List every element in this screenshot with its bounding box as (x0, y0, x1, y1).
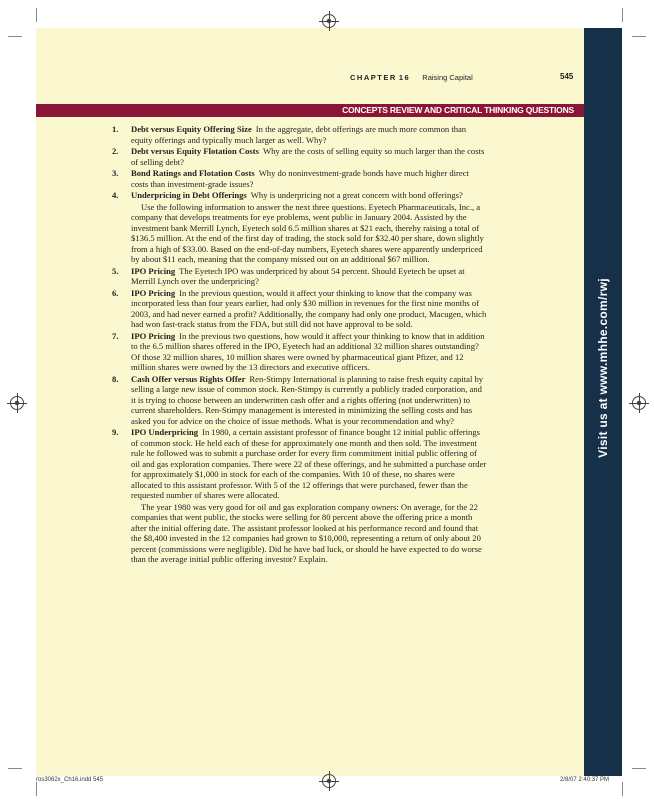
question-title: IPO Pricing (131, 330, 176, 341)
question-item (112, 168, 487, 189)
question-title: IPO Pricing (131, 287, 176, 298)
crop-mark (36, 8, 37, 22)
page-number: 545 (560, 72, 574, 81)
question-number: 2. (112, 146, 119, 156)
chapter-number: 16 (398, 73, 411, 82)
registration-mark-icon (632, 396, 646, 410)
question-text: In the previous question, would it affect your thinking to know that the company was incorporated less than four years earlier, had only $30 million in revenues for the first nine months of 2003, and had never earned a profit? Additionally, the company had only one product, Macugen, which had won fast-track status from the FDA, but still did not have approval to be sold. (131, 287, 487, 329)
question-title: Cash Offer versus Rights Offer (131, 373, 246, 384)
question-text: The Eyetech IPO was underpriced by about 54 percent. Should Eyetech be upset at Merrill Lynch over the underpricing? (131, 265, 465, 286)
question-item (112, 427, 487, 501)
questions-content (112, 124, 487, 566)
question-9-continued-paragraph: The year 1980 was very good for oil and gas exploration company owners: On average, for the 22 companies that went public, the stocks were selling for 80 percent above the offering price a month after the initial offering date. The assistant professor looked at his performance record and found that the $8,400 invested in the 12 companies had grown to $10,000, representing a return of only about 20 percent (commissions were negligible). Did he have bad luck, or should he have expected to do worse than the average initial public offering investor? Explain. (131, 501, 482, 564)
question-number: 8. (112, 373, 119, 384)
registration-mark-icon (322, 774, 336, 788)
footer-file-name: ros3062x_Ch16.indd 545 (36, 777, 104, 783)
question-number: 3. (112, 168, 119, 178)
question-number: 4. (112, 190, 119, 200)
question-item (112, 146, 487, 167)
question-title: Debt versus Equity Flotation Costs (131, 146, 259, 156)
crop-mark (622, 782, 623, 796)
question-text: Ren-Stimpy International is planning to raise fresh equity capital by selling a large new issue of common stock. Ren-Stimpy is currently a publicly traded corporation, and it is trying to choose between an underwritten cash offer and a rights offering (not underwritten) to current shareholders. Ren-Stimpy management is interested in minimizing the selling costs and has asked you for advice on the choice of issue methods. What is your recommendation and why? (131, 373, 484, 426)
crop-mark (632, 36, 646, 37)
question-title: Underpricing in Debt Offerings (131, 190, 247, 200)
question-title: IPO Pricing (131, 265, 176, 276)
running-head (350, 73, 473, 82)
question-item (112, 331, 487, 373)
question-text: Why is underpricing not a great concern with bond offerings? (250, 190, 463, 200)
question-text: Why are the costs of selling equity so much larger than the costs of selling debt? (131, 146, 485, 167)
crop-mark (622, 8, 623, 22)
eyetech-intro-paragraph: Use the following information to answer the next three questions. Eyetech Pharmaceuticals, Inc., a company that develops treatments for eye problems, went public in January 2004. Assisted by the investment bank Merrill Lynch, Eyetech sold 6.5 million shares at $21 each, thereby raising a total of $136.5 million. At the end of the first day of trading, the stock sold for $32.40 per share, down slightly from a high of $33.00. Based on the end-of-day numbers, Eyetech shares were apparently underpriced by about $11 each, meaning that the company missed out on an additional $67 million. (131, 201, 484, 264)
crop-mark (36, 782, 37, 796)
question-text: In 1980, a certain assistant professor of finance bought 12 initial public offerings of common stock. He held each of these for approximately one month and then sold. The investment rule he followed was to submit a purchase order for every firm commitment initial public offering of oil and gas exploration companies. There were 22 of these offerings, and he submitted a purchase order for approximately $1,000 in stock for each of the companies. With 10 of these, no shares were allocated to this assistant professor. With 5 of the 12 offerings that were purchased, fewer than the requested number of shares were allocated. (131, 427, 487, 500)
crop-mark (8, 768, 22, 769)
sidebar-url-text: Visit us at www.mhhe.com/rwj (596, 278, 610, 458)
question-number: 9. (112, 427, 119, 437)
question-text: In the previous two questions, how would it affect your thinking to know that in addition to the 6.5 million shares offered in the IPO, Eyetech had an additional 32 million shares outstanding? Of those 32 million shares, 10 million shares were owned by pharmaceutical giant Pfizer, and 12 million shares were owned by the 13 directors and executive officers. (131, 330, 485, 372)
question-number: 5. (112, 265, 119, 276)
question-item (112, 190, 487, 201)
registration-mark-icon (322, 14, 336, 28)
question-text: Why do noninvestment-grade bonds have much higher direct costs than investment-grade issues? (131, 168, 469, 189)
question-title: Debt versus Equity Offering Size (131, 124, 252, 134)
question-title: Bond Ratings and Flotation Costs (131, 168, 255, 178)
question-number: 1. (112, 124, 119, 134)
chapter-label: CHAPTER (350, 73, 397, 82)
question-item (112, 124, 487, 145)
crop-mark (632, 768, 646, 769)
question-item (112, 288, 487, 330)
registration-mark-icon (10, 396, 24, 410)
question-item (112, 374, 487, 427)
section-heading-band (36, 104, 584, 117)
section-title: CONCEPTS REVIEW AND CRITICAL THINKING QUESTIONS (342, 105, 574, 115)
question-text: In the aggregate, debt offerings are much more common than equity offerings and typically much larger as well. Why? (131, 124, 467, 145)
footer-timestamp: 2/8/07 2:40:37 PM (560, 777, 610, 783)
question-number: 6. (112, 287, 119, 298)
question-title: IPO Underpricing (131, 427, 199, 437)
question-number: 7. (112, 330, 119, 341)
chapter-title: Raising Capital (422, 73, 473, 82)
crop-mark (8, 36, 22, 37)
question-item (112, 266, 487, 287)
